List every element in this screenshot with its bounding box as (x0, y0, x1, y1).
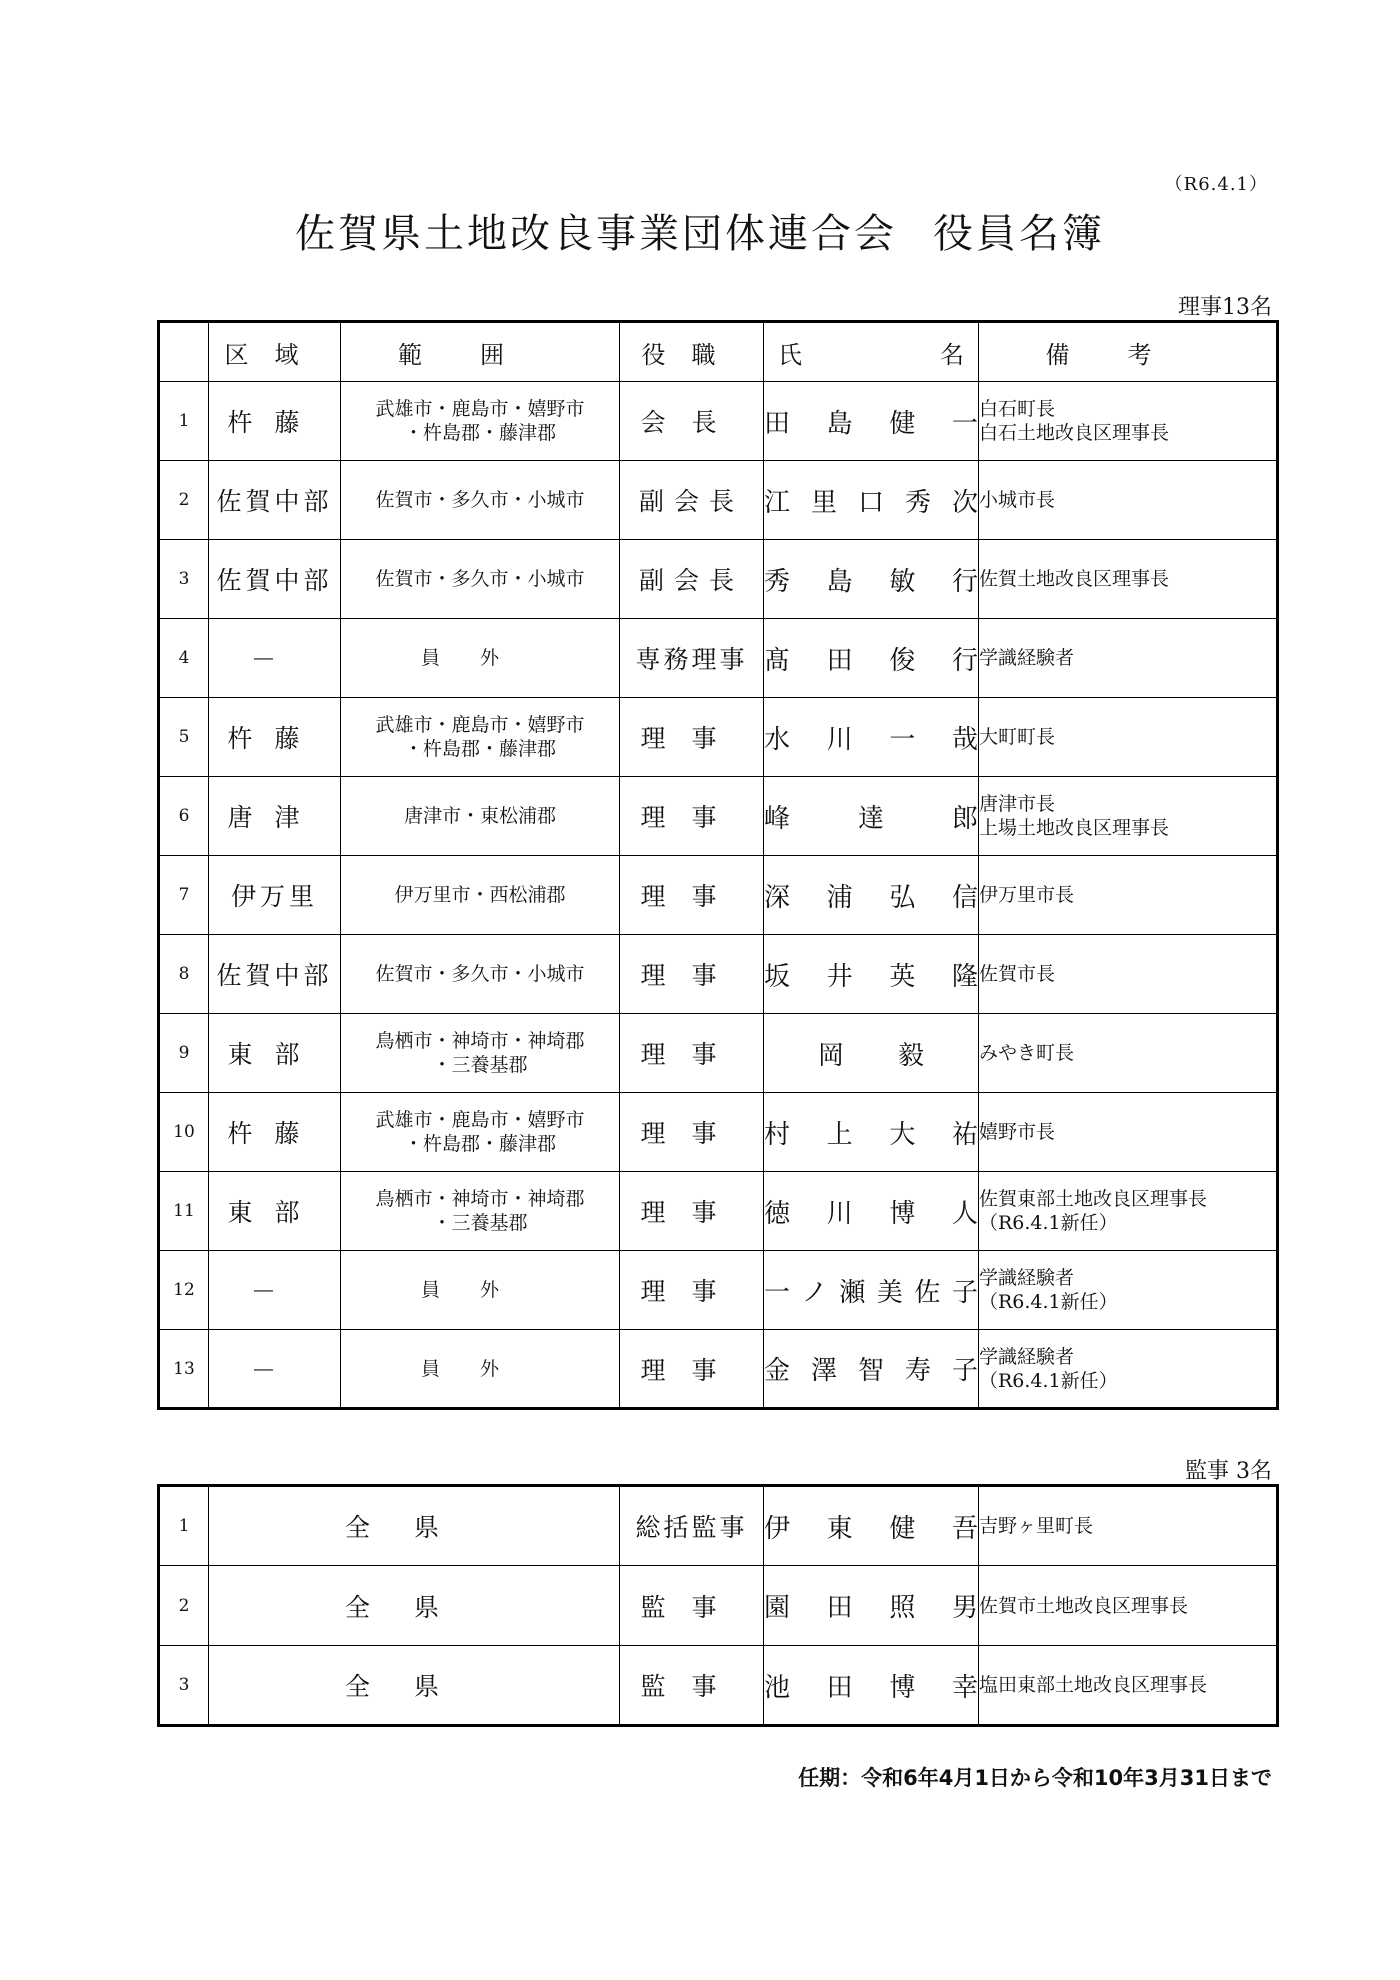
header-district (209, 322, 341, 382)
header-note-label: 備考 (1045, 340, 1210, 369)
row-number: 9 (159, 1014, 209, 1093)
officer-name-char: 伊 (764, 1513, 791, 1544)
officer-name-char: 健 (889, 1513, 916, 1544)
officer-name-chars (764, 1667, 978, 1704)
scope-cell (341, 777, 620, 856)
scope-line: 員外 (420, 1357, 539, 1380)
district-cell: 伊万里 (209, 856, 341, 935)
officer-name-char: 水 (764, 724, 791, 755)
note-line: 小城市長 (979, 489, 1056, 511)
name-cell (764, 698, 979, 777)
header-scope-label: 範囲 (398, 340, 562, 369)
scope-line: ・杵島郡・藤津郡 (403, 738, 556, 760)
scope-line: 佐賀市・多久市・小城市 (375, 963, 585, 985)
note-cell (979, 461, 1278, 540)
directors-count-label: 理事13名 (1178, 295, 1272, 320)
table-row (159, 382, 1278, 461)
officer-name-char: 東 (826, 1513, 853, 1544)
officer-name-chars (764, 798, 978, 835)
officer-name-char: 島 (826, 408, 853, 439)
row-number: 10 (159, 1093, 209, 1172)
page-title (0, 202, 1400, 259)
scope-line: 武雄市・鹿島市・嬉野市 (375, 398, 585, 420)
officer-name-char: 信 (951, 882, 978, 913)
officer-name-char: 池 (764, 1672, 791, 1703)
officer-name-char: 髙 (764, 645, 791, 676)
header-note (979, 322, 1278, 382)
position-cell: 理事 (620, 935, 764, 1014)
position-cell: 理事 (620, 856, 764, 935)
note-cell (979, 1172, 1278, 1251)
officer-name-char: 美 (876, 1277, 903, 1308)
header-position-label: 役職 (641, 340, 742, 369)
scope-cell (341, 382, 620, 461)
table-row (159, 1330, 1278, 1409)
header-scope (341, 322, 620, 382)
position-cell: 副会長 (620, 461, 764, 540)
term-of-office: 任期：令和6年4月1日から令和10年3月31日まで (798, 1766, 1272, 1790)
officer-name-char: 幸 (951, 1672, 978, 1703)
position-cell: 理事 (620, 1093, 764, 1172)
district-cell: 佐賀中部 (209, 540, 341, 619)
officer-name-char: 井 (826, 961, 853, 992)
scope-cell (341, 1251, 620, 1330)
row-number: 12 (159, 1251, 209, 1330)
district-cell: 佐賀中部 (209, 935, 341, 1014)
scope-line: ・三養基郡 (432, 1054, 528, 1076)
note-line: （R6.4.1新任） (979, 1212, 1118, 1234)
name-cell (764, 540, 979, 619)
scope-cell: 全県 (209, 1486, 620, 1566)
officer-name-chars (764, 877, 978, 914)
officer-name-char: ノ (801, 1277, 828, 1308)
officer-name-char: 田 (826, 1672, 853, 1703)
officer-name-chars (764, 640, 978, 677)
officer-name-char: 里 (810, 487, 837, 518)
officer-name-char: 秀 (764, 566, 791, 597)
header-number (159, 322, 209, 382)
officer-name-char: 田 (764, 408, 791, 439)
scope-cell: 全県 (209, 1566, 620, 1646)
officer-name-chars (764, 1587, 978, 1624)
scope-cell (341, 1014, 620, 1093)
auditors-table-body (159, 1486, 1278, 1726)
row-number: 5 (159, 698, 209, 777)
scope-line: 武雄市・鹿島市・嬉野市 (375, 714, 585, 736)
district-cell: － (209, 619, 341, 698)
note-cell (979, 382, 1278, 461)
note-line: 大町町長 (979, 726, 1056, 748)
scope-cell (341, 1093, 620, 1172)
officer-name-char: 智 (857, 1356, 884, 1386)
district-cell: － (209, 1251, 341, 1330)
row-number: 4 (159, 619, 209, 698)
officer-name-char: 徳 (764, 1198, 791, 1229)
position-cell: 会長 (620, 382, 764, 461)
officer-name-char: 子 (951, 1277, 978, 1308)
table-row (159, 1566, 1278, 1646)
officer-name-char: 行 (951, 645, 978, 676)
position-cell: 専務理事 (620, 619, 764, 698)
name-cell (764, 1093, 979, 1172)
officer-name-char: 岡 (817, 1040, 844, 1071)
district-cell: 杵藤 (209, 698, 341, 777)
note-line: 佐賀市長 (979, 963, 1056, 985)
officer-name-char: 島 (826, 566, 853, 597)
officer-name-char: 佐 (914, 1277, 941, 1308)
note-line: 上場土地改良区理事長 (979, 817, 1170, 839)
officer-name-char: 祐 (951, 1119, 978, 1150)
table-header-row (159, 322, 1278, 382)
row-number: 8 (159, 935, 209, 1014)
officer-name-char: 澤 (810, 1356, 837, 1386)
scope-line: ・杵島郡・藤津郡 (403, 422, 556, 444)
note-cell (979, 619, 1278, 698)
header-district-label: 区域 (224, 340, 325, 369)
officer-name-char: 田 (826, 645, 853, 676)
scope-line: 鳥栖市・神埼市・神埼郡 (375, 1030, 585, 1052)
note-line: 伊万里市長 (979, 884, 1075, 906)
note-line: 佐賀土地改良区理事長 (979, 568, 1170, 590)
officer-name-chars (764, 1272, 978, 1309)
officer-name-char: 隆 (951, 961, 978, 992)
note-cell (979, 935, 1278, 1014)
note-cell: 吉野ヶ里町長 (979, 1486, 1278, 1566)
row-number: 11 (159, 1172, 209, 1251)
officer-name-char: 人 (951, 1198, 978, 1229)
officer-name-char: 敏 (889, 566, 916, 597)
table-row (159, 461, 1278, 540)
officer-name-char: 田 (826, 1593, 853, 1623)
officer-name-char: 弘 (889, 882, 916, 913)
name-cell (764, 1014, 979, 1093)
date-note: （R6.4.1） (1164, 174, 1268, 195)
scope-cell (341, 935, 620, 1014)
auditors-table (157, 1484, 1279, 1727)
officer-name-char: 吾 (951, 1513, 978, 1544)
scope-cell (341, 1172, 620, 1251)
officer-name-char: 川 (826, 724, 853, 755)
note-line: 学識経験者 (979, 1267, 1075, 1289)
title-organization: 佐賀県土地改良事業団体連合会 (295, 211, 897, 257)
district-cell: 杵藤 (209, 1093, 341, 1172)
officer-name-char: 寿 (904, 1356, 931, 1386)
note-cell (979, 1251, 1278, 1330)
officer-name-char: 博 (889, 1672, 916, 1703)
scope-cell (341, 619, 620, 698)
scope-line: 鳥栖市・神埼市・神埼郡 (375, 1188, 585, 1210)
note-line: （R6.4.1新任） (979, 1369, 1118, 1392)
officer-name-chars (764, 403, 978, 440)
table-row (159, 1486, 1278, 1566)
header-position (620, 322, 764, 382)
note-line: 嬉野市長 (979, 1121, 1056, 1143)
officer-name-char: 口 (857, 487, 884, 518)
district-cell: 東部 (209, 1014, 341, 1093)
officer-name-chars (764, 719, 978, 756)
district-cell: － (209, 1330, 341, 1409)
officer-name-char: 一 (951, 408, 978, 439)
officer-name-char: 子 (951, 1356, 978, 1386)
title-document: 役員名簿 (933, 211, 1105, 257)
officer-name-char: 金 (764, 1356, 791, 1386)
officer-name-char: 浦 (826, 882, 853, 913)
note-line: 佐賀東部土地改良区理事長 (979, 1188, 1208, 1210)
officer-name-char: 一 (889, 724, 916, 755)
officer-name-char: 達 (857, 803, 884, 834)
officer-name-chars (764, 482, 978, 519)
note-line: 白石町長 (979, 398, 1056, 420)
note-line: みやき町長 (979, 1042, 1075, 1064)
officer-name-char: 秀 (904, 487, 931, 518)
officer-name-chars (764, 1193, 978, 1230)
note-cell (979, 1330, 1278, 1409)
scope-line: 佐賀市・多久市・小城市 (375, 568, 585, 590)
table-row (159, 540, 1278, 619)
scope-line: 員外 (420, 1279, 539, 1301)
table-row (159, 1251, 1278, 1330)
note-cell (979, 1014, 1278, 1093)
note-line: 白石土地改良区理事長 (979, 422, 1170, 444)
officer-name-chars (764, 561, 978, 598)
position-cell: 理事 (620, 777, 764, 856)
officer-name-char: 博 (889, 1198, 916, 1229)
position-cell: 副会長 (620, 540, 764, 619)
note-cell (979, 777, 1278, 856)
header-name-label: 氏 名 (778, 340, 964, 369)
position-cell: 理事 (620, 1330, 764, 1409)
district-cell: 東部 (209, 1172, 341, 1251)
row-number: 2 (159, 461, 209, 540)
officer-name-char: 郎 (951, 803, 978, 834)
officer-name-char: 俊 (889, 645, 916, 676)
officer-name-chars (764, 1035, 978, 1072)
scope-line: 武雄市・鹿島市・嬉野市 (375, 1109, 585, 1131)
officer-name-char: 川 (826, 1198, 853, 1229)
officer-name-char: 江 (764, 487, 791, 518)
row-number: 13 (159, 1330, 209, 1409)
officer-name-chars (764, 956, 978, 993)
officer-name-char: 園 (764, 1593, 791, 1623)
position-cell: 総括監事 (620, 1486, 764, 1566)
note-cell: 塩田東部土地改良区理事長 (979, 1646, 1278, 1726)
officer-name-char: 健 (889, 408, 916, 439)
officer-name-char: 峰 (764, 803, 791, 834)
auditors-count-label: 監事 3名 (1185, 1459, 1272, 1484)
name-cell (764, 619, 979, 698)
scope-cell (341, 698, 620, 777)
scope-cell (341, 856, 620, 935)
officer-name-char: 行 (951, 566, 978, 597)
table-row (159, 856, 1278, 935)
table-row (159, 698, 1278, 777)
officer-name-char: 男 (951, 1593, 978, 1623)
name-cell (764, 1646, 979, 1726)
scope-line: 唐津市・東松浦郡 (403, 805, 556, 827)
officer-name-chars (764, 1350, 978, 1387)
table-row (159, 1093, 1278, 1172)
directors-table-body (159, 382, 1278, 1409)
name-cell (764, 856, 979, 935)
note-cell (979, 1093, 1278, 1172)
officer-name-char: 照 (889, 1593, 916, 1623)
row-number: 1 (159, 1486, 209, 1566)
officer-name-char: 次 (951, 487, 978, 518)
scope-line: 伊万里市・西松浦郡 (394, 884, 566, 906)
officer-name-char: 毅 (897, 1040, 924, 1071)
note-line: （R6.4.1新任） (979, 1291, 1118, 1313)
name-cell (764, 1172, 979, 1251)
row-number: 7 (159, 856, 209, 935)
name-cell (764, 935, 979, 1014)
note-cell (979, 698, 1278, 777)
position-cell: 理事 (620, 1014, 764, 1093)
row-number: 3 (159, 540, 209, 619)
officer-name-char: 英 (889, 961, 916, 992)
officer-name-char: 大 (889, 1119, 916, 1150)
scope-line: 員外 (420, 647, 539, 669)
note-line: 学識経験者 (979, 647, 1075, 669)
scope-cell: 全県 (209, 1646, 620, 1726)
officer-name-char: 瀬 (839, 1277, 866, 1308)
note-line: 唐津市長 (979, 793, 1056, 815)
district-cell: 唐津 (209, 777, 341, 856)
name-cell (764, 1566, 979, 1646)
scope-cell (341, 461, 620, 540)
name-cell (764, 1486, 979, 1566)
name-cell (764, 1330, 979, 1409)
note-cell (979, 540, 1278, 619)
table-row (159, 1172, 1278, 1251)
table-row (159, 1014, 1278, 1093)
note-cell (979, 856, 1278, 935)
officer-name-char: 坂 (764, 961, 791, 992)
table-row (159, 619, 1278, 698)
note-cell: 佐賀市土地改良区理事長 (979, 1566, 1278, 1646)
row-number: 6 (159, 777, 209, 856)
note-line: 学識経験者 (979, 1345, 1075, 1368)
name-cell (764, 461, 979, 540)
officer-name-char: 深 (764, 882, 791, 913)
officer-name-char: 哉 (951, 724, 978, 755)
table-row (159, 935, 1278, 1014)
officer-name-char: 村 (764, 1119, 791, 1150)
scope-line: ・三養基郡 (432, 1212, 528, 1234)
position-cell: 理事 (620, 698, 764, 777)
directors-table (157, 320, 1279, 1410)
row-number: 2 (159, 1566, 209, 1646)
officer-name-chars (764, 1508, 978, 1545)
name-cell (764, 382, 979, 461)
table-row (159, 1646, 1278, 1726)
position-cell: 理事 (620, 1251, 764, 1330)
position-cell: 監事 (620, 1566, 764, 1646)
scope-line: ・杵島郡・藤津郡 (403, 1133, 556, 1155)
position-cell: 理事 (620, 1172, 764, 1251)
row-number: 1 (159, 382, 209, 461)
scope-cell (341, 1330, 620, 1409)
scope-cell (341, 540, 620, 619)
table-row (159, 777, 1278, 856)
district-cell: 佐賀中部 (209, 461, 341, 540)
row-number: 3 (159, 1646, 209, 1726)
officer-name-chars (764, 1114, 978, 1151)
position-cell: 監事 (620, 1646, 764, 1726)
header-name (764, 322, 979, 382)
officer-name-char: 上 (826, 1119, 853, 1150)
district-cell: 杵藤 (209, 382, 341, 461)
name-cell (764, 1251, 979, 1330)
name-cell (764, 777, 979, 856)
officer-name-char: 一 (764, 1277, 791, 1308)
scope-line: 佐賀市・多久市・小城市 (375, 489, 585, 511)
